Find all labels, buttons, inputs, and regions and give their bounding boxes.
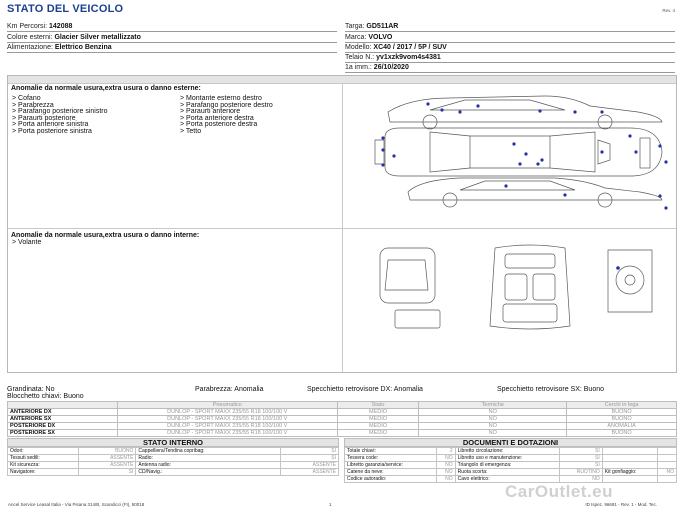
- stato-interno-table: [7, 447, 339, 476]
- list-item: > Cofano: [12, 95, 41, 102]
- header-termiche: Termiche: [419, 402, 567, 409]
- list-item: > Volante: [12, 239, 42, 246]
- marca-value: VOLVO: [368, 34, 393, 41]
- panel-divider-h: [8, 228, 676, 229]
- exterior-list-left: [12, 96, 108, 135]
- header-pneumatico: Pneumatico: [117, 402, 337, 409]
- targa-row: Targa: GD511AR: [345, 23, 399, 30]
- list-item: > Parafango posteriore sinistro: [12, 108, 108, 115]
- table-row: POSTERIORE DX DUNLOP - SPORT MAXX 235/55 R18 100/100 V MEDIO NO ANOMALIA: [8, 423, 677, 430]
- documenti-title: DOCUMENTI E DOTAZIONI: [344, 438, 677, 447]
- footer-address: Ancel Service Leasal Italia - Via Pisana 314/B, Scandicci (FI), 50018: [8, 502, 145, 507]
- documenti-table: [344, 447, 677, 483]
- immatricolazione-row: 1a imm.: 26/10/2020: [345, 64, 409, 71]
- table-row: ANTERIORE DX DUNLOP - SPORT MAXX 235/55 R18 100/100 V MEDIO NO BUONO: [8, 409, 677, 416]
- marca-row: Marca: VOLVO: [345, 34, 393, 41]
- telaio-row: Telaio N.: yv1xzk9vom4s4381: [345, 54, 441, 61]
- table-row: Catene da neve: NO Ruota scorta: RUOTINO Kit gonfiaggio: NO: [345, 469, 677, 476]
- header-cerchi: Cerchi in lega: [567, 402, 677, 409]
- page-number: 1: [329, 502, 332, 507]
- colore-value: Glacier Silver metallizzato: [54, 34, 141, 41]
- watermark-logo: CarOutlet.eu: [505, 482, 614, 501]
- alimentazione-value: Elettrico Benzina: [54, 44, 112, 51]
- exterior-title: Anomalie da normale usura,extra usura o danno esterne:: [11, 85, 201, 92]
- km-row: Km Percorsi: 142088: [7, 23, 73, 30]
- list-item: > Paraurti anteriore: [180, 108, 241, 115]
- immatricolazione-value: 26/10/2020: [373, 64, 409, 71]
- list-item: > Porta anteriore destra: [180, 114, 254, 122]
- divider: [7, 52, 337, 53]
- colore-row: Colore esterni: Glacier Silver metallizzato: [7, 34, 141, 41]
- table-row: Libretto garanzia/service: NO Triangolo di emergenza: SI: [345, 462, 677, 469]
- list-item: > Paraurti posteriore: [12, 114, 76, 122]
- targa-value: GD511AR: [366, 23, 399, 30]
- exterior-list-right: [180, 96, 273, 135]
- table-row: Totale chiavi: 2 Libretto circolazione: SI: [345, 448, 677, 455]
- list-item: > Parabrezza: [12, 101, 54, 109]
- parabrezza-status: Parabrezza: Anomalia: [195, 386, 264, 393]
- interior-car-diagram: [370, 240, 675, 336]
- modello-row: Modello: XC40 / 2017 / 5P / SUV: [345, 44, 447, 51]
- list-item: > Porta posteriore destra: [180, 121, 258, 128]
- stato-interno-title: STATO INTERNO: [7, 438, 339, 447]
- header-stato: Stato: [337, 402, 419, 409]
- table-row: Tessera code: NO Libretto uso e manutenzione: SI: [345, 455, 677, 462]
- page-title: STATO DEL VEICOLO: [7, 3, 124, 15]
- revision-label: Rev. 4: [662, 8, 675, 13]
- table-row: Kit sicurezza: ASSENTE Antenna radio: ASSENTE: [8, 462, 339, 469]
- list-item: > Porta anteriore sinistra: [12, 121, 89, 128]
- list-item: > Parafango posteriore destro: [180, 101, 273, 109]
- panel-header-bar: [8, 76, 676, 84]
- interior-title: Anomalie da normale usura,extra usura o danno interne:: [11, 232, 200, 239]
- list-item: > Porta posteriore sinistra: [12, 127, 92, 135]
- modello-value: XC40 / 2017 / 5P / SUV: [373, 44, 447, 51]
- table-header: [8, 402, 677, 409]
- table-row: Odori: BUONO Cappelliera/Tendina copribag: SI: [8, 448, 339, 455]
- footer-ref: ID Ispez. 96691 - Rev. 1 - Mod. Tec.: [585, 502, 657, 507]
- table-row: POSTERIORE SX DUNLOP - SPORT MAXX 235/55 R18 100/100 V MEDIO NO BUONO: [8, 430, 677, 437]
- specchietto-dx-status: Specchietto retrovisore DX: Anomalia: [307, 386, 423, 393]
- grandinata-status: Grandinata: No: [7, 386, 55, 393]
- km-value: 142088: [49, 23, 73, 30]
- exterior-car-diagram: [370, 92, 675, 220]
- specchietto-sx-status: Specchietto retrovisore SX: Buono: [497, 386, 605, 393]
- interior-list: [12, 240, 41, 247]
- alimentazione-row: Alimentazione: Elettrico Benzina: [7, 44, 112, 51]
- table-row: ANTERIORE SX DUNLOP - SPORT MAXX 235/55 R18 100/100 V MEDIO NO BUONO: [8, 416, 677, 423]
- tires-table: [7, 401, 677, 437]
- list-item: > Tetto: [180, 127, 202, 135]
- table-row: Tessuti sedili: ASSENTE Radio: SI: [8, 455, 339, 462]
- divider: [345, 72, 675, 73]
- table-row: Codice autoradio: NO Cavo elettrico: NO: [345, 476, 677, 483]
- table-row: Navigatore: SI CD/Navig.: ASSENTE: [8, 469, 339, 476]
- list-item: > Montante esterno destro: [180, 95, 262, 102]
- divider: [345, 31, 675, 32]
- telaio-value: yv1xzk9vom4s4381: [376, 54, 441, 61]
- blocchetto-status: Blocchetto chiavi: Buono: [7, 393, 84, 400]
